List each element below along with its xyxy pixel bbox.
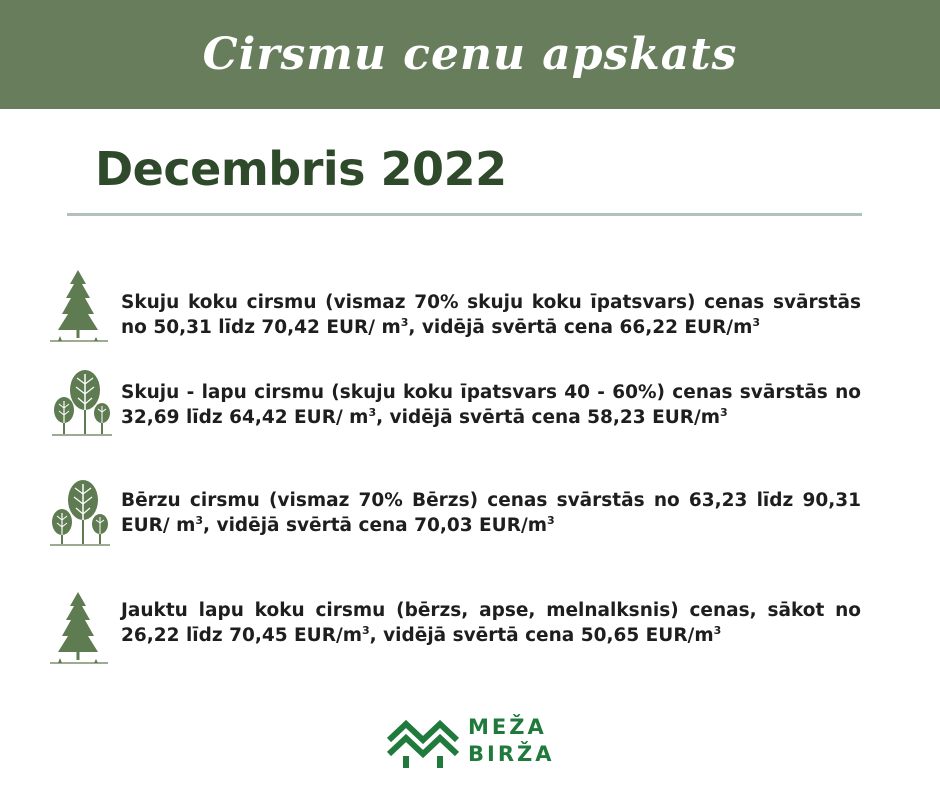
conifer-tree-icon bbox=[48, 590, 114, 666]
item-text: Jauktu lapu koku cirsmu (bērzs, apse, melnalksnis) cenas, sākot no 26,22 līdz 70,45 EUR/$m^3$, vidējā svērtā cena 50,65 EUR/$m^3$ bbox=[121, 600, 861, 646]
logo-line-2: BIRŽA bbox=[468, 742, 555, 766]
period-heading: Decembris 2022 bbox=[95, 142, 507, 196]
meza-birza-logo-icon bbox=[386, 716, 462, 768]
price-item bbox=[0, 268, 940, 348]
price-item bbox=[0, 478, 940, 558]
price-item bbox=[0, 368, 940, 448]
conifer-tree-icon bbox=[48, 268, 114, 344]
item-text: Bērzu cirsmu (vismaz 70% Bērzs) cenas svārstās no 63,23 līdz 90,31 EUR/ $m^3$, vidējā svērtā cena 70,03 EUR/$m^3$ bbox=[121, 490, 861, 536]
logo-text bbox=[468, 714, 554, 768]
header-banner bbox=[0, 0, 940, 109]
divider bbox=[67, 213, 862, 216]
item-text: Skuju - lapu cirsmu (skuju koku īpatsvars 40 - 60%) cenas svārstās no 32,69 līdz 64,42 EUR/ $m^3$, vidējā svērtā cena 58,23 EUR/$m^3$ bbox=[121, 382, 861, 428]
item-text: Skuju koku cirsmu (vismaz 70% skuju koku īpatsvars) cenas svārstās no 50,31 līdz 70,42 EUR/ $m^3$, vidējā svērtā cena 66,22 EUR/$m^3$ bbox=[121, 292, 861, 338]
price-item bbox=[0, 590, 940, 670]
deciduous-trees-icon bbox=[48, 368, 114, 444]
page-title: Cirsmu cenu apskats bbox=[202, 29, 738, 80]
logo-line-1: MEŽA bbox=[468, 715, 547, 739]
deciduous-trees-icon bbox=[48, 478, 114, 554]
meza-birza-logo bbox=[386, 712, 566, 772]
